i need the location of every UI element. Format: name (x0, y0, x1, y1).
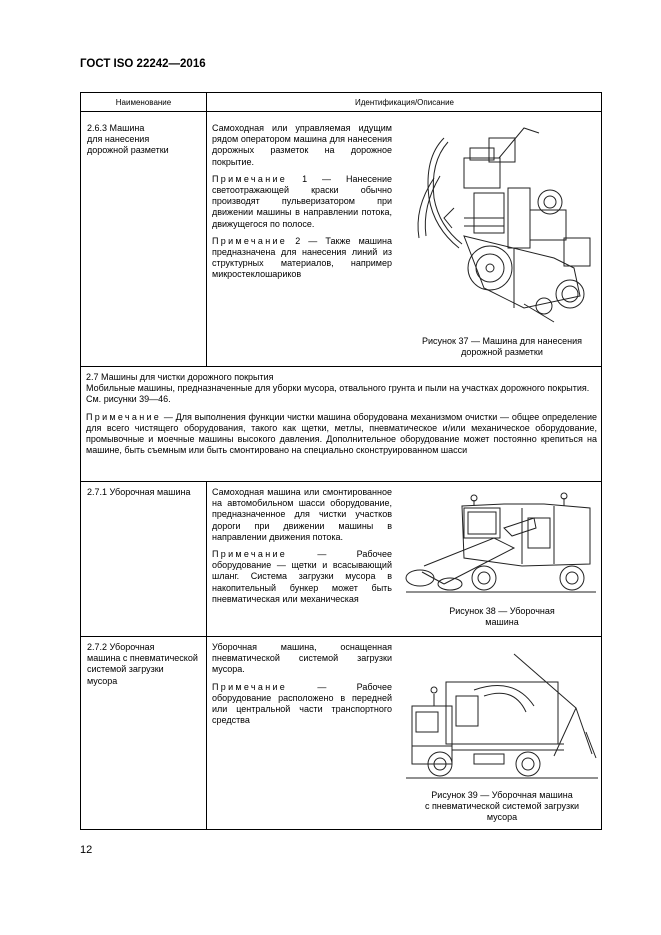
row-2-7-1-note (212, 549, 392, 605)
section-2-7-description: Мобильные машины, предназначенные для уборки мусора, отвального грунта и пыли на участках дорожного покрытия. (86, 383, 590, 394)
note-text: 1 — Нанесение светоотражающей краски обычно производят пульверизатором при движении машины в направлении потока, движущегося по полосе. (212, 173, 392, 229)
page-number: 12 (80, 844, 93, 856)
row-2-6-3-note2 (212, 236, 392, 281)
figure-39-caption: Рисунок 39 — Уборочная машина с пневматической системой загрузки мусора (424, 790, 580, 823)
section-2-7-see-figures: См. рисунки 39—46. (86, 394, 171, 405)
row-2-7-2-description (212, 642, 392, 726)
row-2-7-2-desc-text: Уборочная машина, оснащенная пневматической системой загрузки мусора. (212, 642, 392, 675)
section-2-7-note (86, 412, 597, 457)
figure-38-caption: Рисунок 38 — Уборочная машина (449, 606, 555, 628)
row-2-7-1-name: 2.7.1 Уборочная машина (87, 487, 191, 497)
row-2-6-3-description (212, 123, 392, 281)
row-2-7-1-name-cell (80, 481, 207, 637)
note-label: Примечание (212, 681, 288, 692)
row-2-6-3-name: 2.6.3 Машина для нанесения дорожной разметки (87, 123, 169, 156)
note-label: Примечание (212, 173, 288, 184)
figure-37-road-marking-machine (404, 118, 596, 330)
row-2-7-1-description (212, 487, 392, 605)
row-2-6-3-note1 (212, 174, 392, 230)
note-text: 2 — Также машина предназначена для нанесения линий из структурных материалов, например микростеклошариков (212, 235, 392, 280)
figure-38-sweeper-machine (404, 488, 598, 600)
note-label: Примечание (86, 411, 162, 422)
row-2-6-3-desc-text: Самоходная или управляемая идущим рядом оператором машина для нанесения дорожных разметок на дорожное покрытие. (212, 123, 392, 167)
note-label: Примечание (212, 235, 288, 246)
note-text: — Рабочее оборудование — щетки и всасывающий шланг. Система загрузки мусора в накопительный бункер может быть пневматическая или механическая (212, 549, 392, 604)
figure-39-pneumatic-sweeper (404, 646, 600, 782)
column-header-description: Идентификация/Описание (354, 98, 454, 107)
column-header-name: Наименование (115, 98, 172, 107)
note-label: Примечание (212, 549, 288, 560)
note-text: — Рабочее оборудование расположено в передней или центральной части транспортного средства (212, 681, 392, 726)
figure-37-caption: Рисунок 37 — Машина для нанесения дорожной разметки (422, 336, 582, 358)
document-header: ГОСТ ISO 22242—2016 (80, 58, 206, 70)
row-2-7-1-desc-text: Самоходная машина или смонтированное на автомобильном шасси оборудование, предназначенное для чистки участков дороги при движении машины в направлении движения потока. (212, 487, 392, 542)
section-2-7-title: 2.7 Машины для чистки дорожного покрытия (86, 372, 274, 382)
row-2-7-2-name: 2.7.2 Уборочная машина с пневматической системой загрузки мусора (87, 642, 198, 686)
note-text: — Для выполнения функции чистки машина оборудована механизмом очистки — общее определение для всего чистящего оборудования, такого как щетки, метлы, пневматическое и/или механическое оборудование, промывочные и моечные машины высокого давления. Дополнительное оборудование может постоянно крепиться на машине, быть съемным или быть смонтировано на специально сконструированном шасси (86, 411, 597, 456)
section-2-7-content (86, 372, 597, 456)
row-2-7-2-note (212, 682, 392, 727)
